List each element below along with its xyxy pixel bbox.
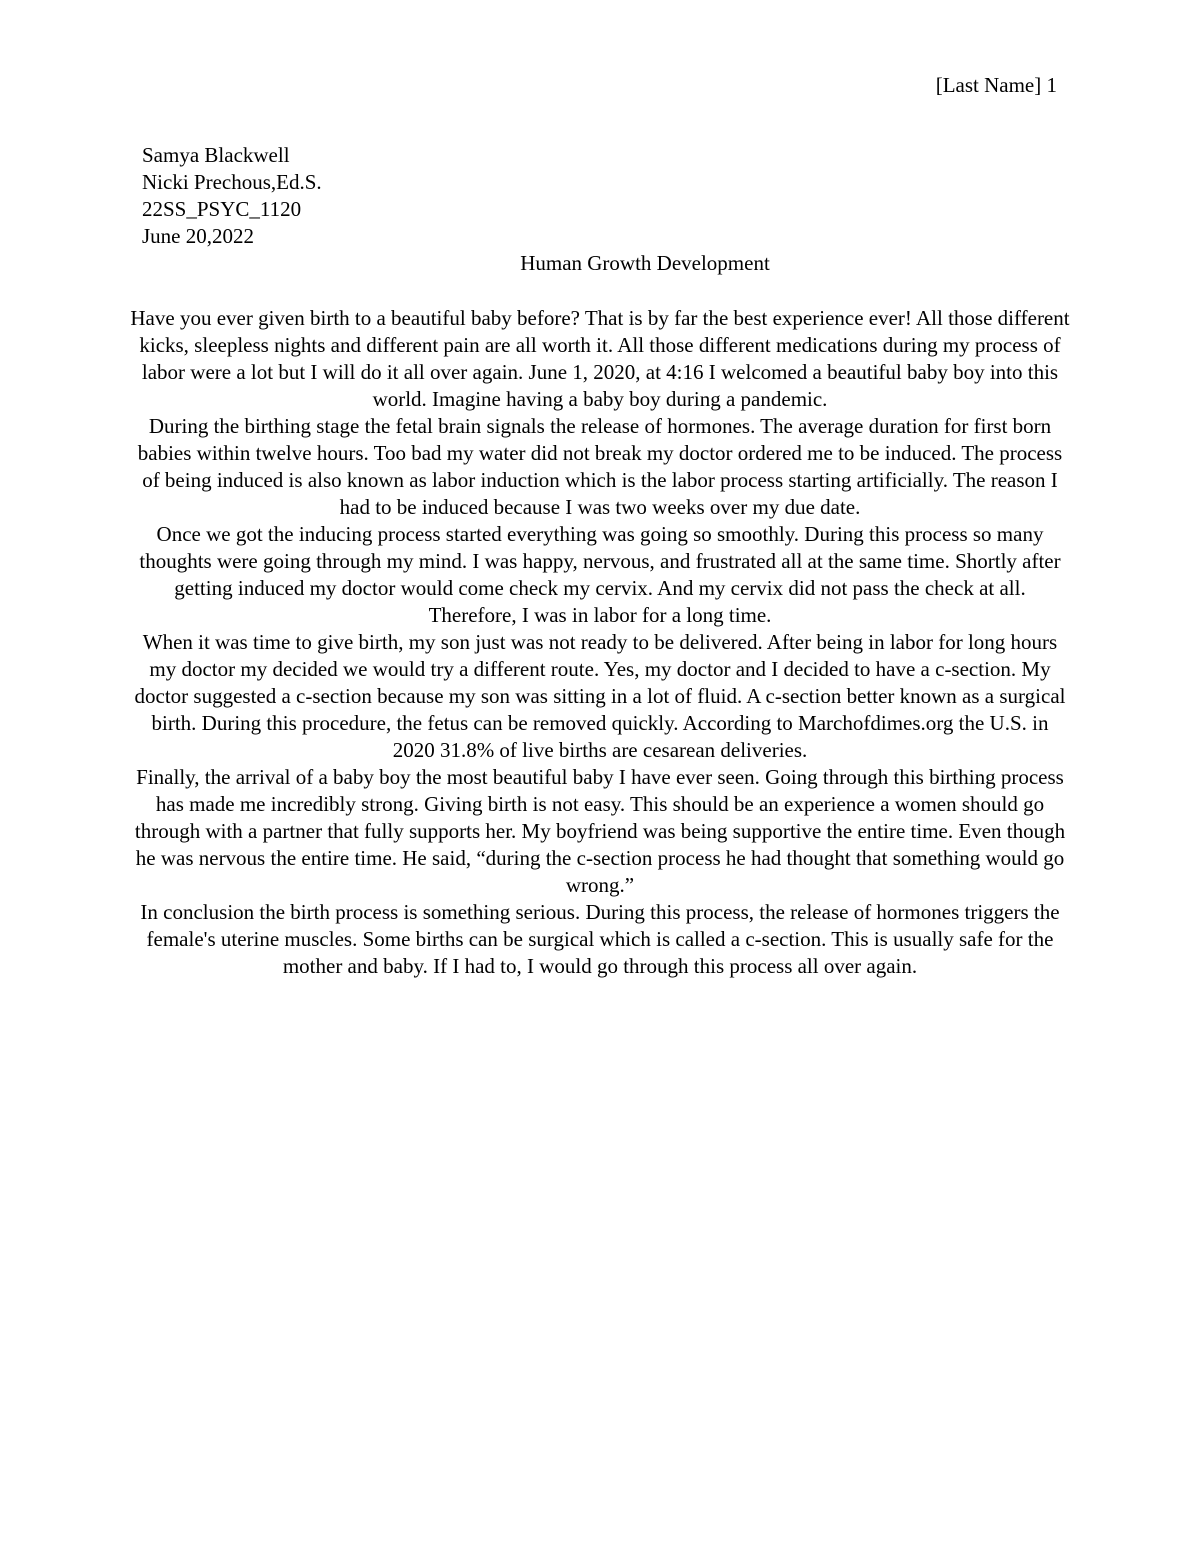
paragraph-c-section: When it was time to give birth, my son just was not ready to be delivered. After being in labor for long hours my doctor my decided we would try a different route. Yes, my doctor and I decided to have a c-section. My doctor suggested a c-section because my son was sitting in a lot of fluid. A c-section better known as a surgical birth. During this procedure, the fetus can be removed quickly. According to Marchofdimes.org the U.S. in 2020 31.8% of live births are cesarean deliveries. [134,630,1066,762]
instructor-name: Nicki Prechous,Ed.S. [142,170,322,194]
mla-heading [142,142,1058,250]
course-code: 22SS_PSYC_1120 [142,197,302,221]
running-head: [Last Name] 1 [935,73,1057,97]
student-name: Samya Blackwell [142,143,290,167]
document-title: Human Growth Development [520,251,770,275]
paragraph-intro: Have you ever given birth to a beautiful baby before? That is by far the best experience ever! All those different kicks, sleepless nights and different pain are all worth it. All those different medications during my process of labor were a lot but I will do it all over again. June 1, 2020, at 4:16 I welcomed a beautiful baby boy into this world. Imagine having a baby boy during a pandemic. [130,306,1070,411]
submission-date: June 20,2022 [142,224,254,248]
paragraph-birthing-stage: During the birthing stage the fetal brain signals the release of hormones. The average duration for first born babies within twelve hours. Too bad my water did not break my doctor ordered me to be induced. The process of being induced is also known as labor induction which is the labor process starting artificially. The reason I had to be induced because I was two weeks over my due date. [137,414,1063,519]
essay-body [130,305,1070,980]
paragraph-arrival: Finally, the arrival of a baby boy the most beautiful baby I have ever seen. Going through this birthing process has made me incredibly strong. Giving birth is not easy. This should be an experience a women should go through with a partner that fully supports her. My boyfriend was being supportive the entire time. Even though he was nervous the entire time. He said, “during the c-section process he had thought that something would go wrong.” [134,765,1066,897]
paragraph-inducing-process: Once we got the inducing process started everything was going so smoothly. During this process so many thoughts were going through my mind. I was happy, nervous, and frustrated all at the same time. Shortly after getting induced my doctor would come check my cervix. And my cervix did not pass the check at all. Therefore, I was in labor for a long time. [139,522,1061,627]
paragraph-conclusion: In conclusion the birth process is something serious. During this process, the release of hormones triggers the female's uterine muscles. Some births can be surgical which is called a c-section. This is usually safe for the mother and baby. If I had to, I would go through this process all over again. [140,900,1060,978]
